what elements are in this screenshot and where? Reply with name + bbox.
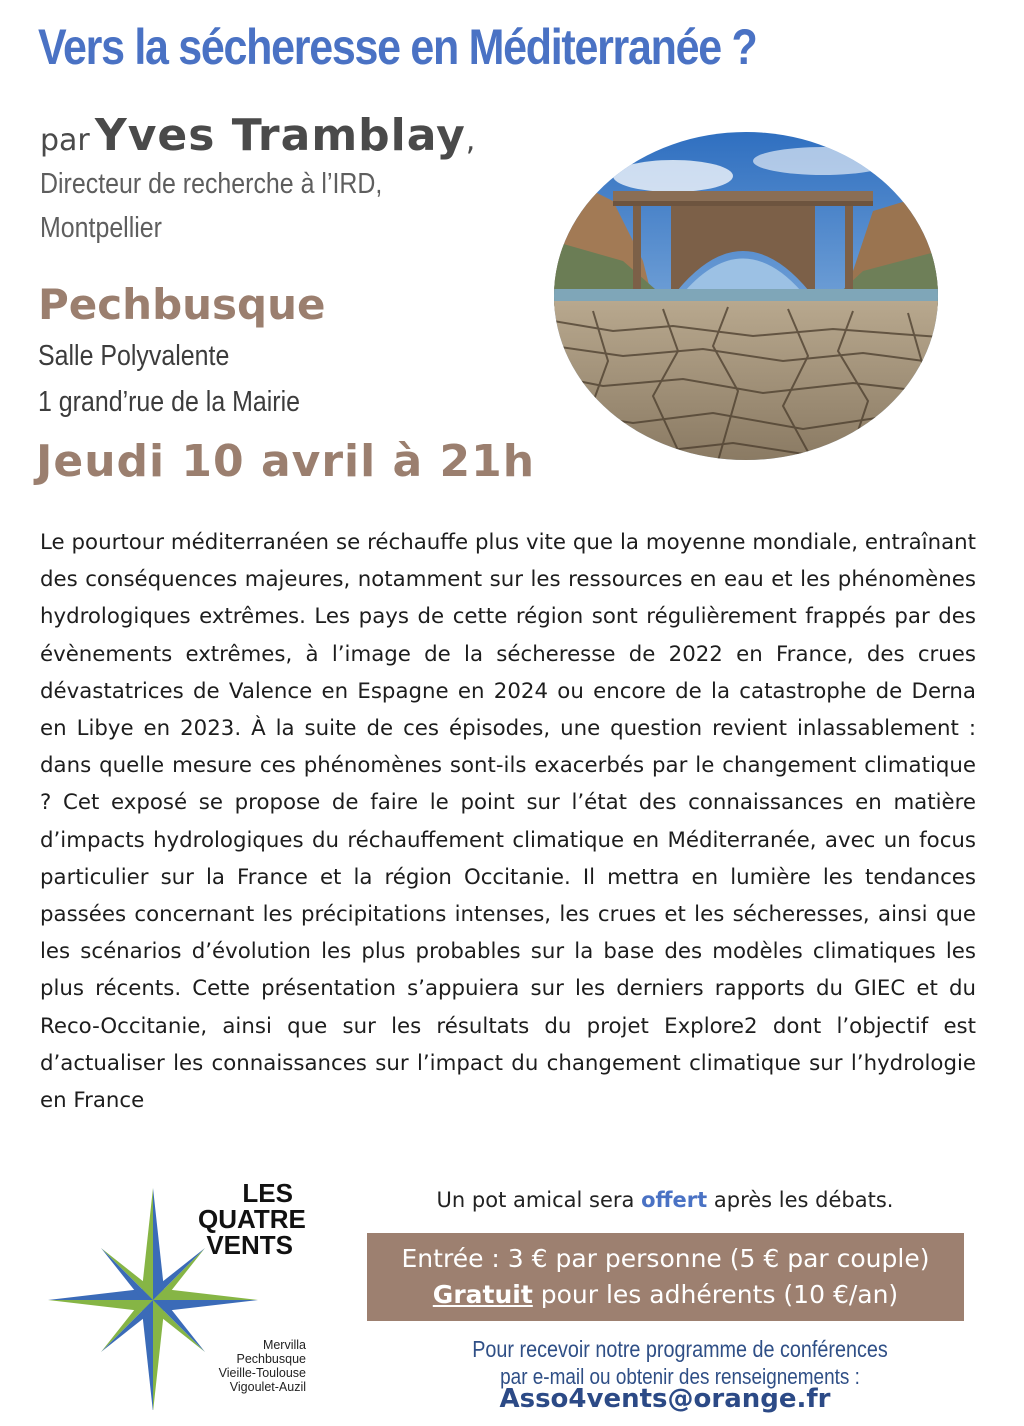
entry-price-box [367,1233,964,1321]
pot-highlight: offert [641,1188,708,1212]
entry-free-label: Gratuit [432,1280,533,1309]
speaker-line [40,110,475,161]
contact-email-link[interactable]: Asso4vents@orange.fr [499,1384,831,1414]
venue-hall: Salle Polyvalente [38,340,230,372]
speaker-suffix: , [465,123,476,158]
speaker-location: Montpellier [40,212,162,244]
logo-brand-line: VENTS [206,1230,293,1260]
logo-town: Vigoulet-Auzil [229,1380,306,1394]
venue-address: 1 grand’rue de la Mairie [38,386,301,418]
speaker-prefix: par [40,123,90,158]
poster-title: Vers la sécheresse en Méditerranée ? [38,19,757,75]
logo-town: Mervilla [262,1338,306,1352]
logo-brand-line: QUATRE [198,1204,306,1234]
pot-after: après les débats. [713,1188,894,1212]
speaker-role: Directeur de recherche à l’IRD, [40,168,383,200]
entry-price-line: Entrée : 3 € par personne (5 € par couple) [401,1244,930,1273]
drought-bridge-photo [553,131,939,461]
pot-notice [380,1188,950,1212]
contact-line-1: Pour recevoir notre programme de conférences [472,1336,888,1362]
description-paragraph: Le pourtour méditerranéen se réchauffe plus vite que la moyenne mondiale, entraînant des conséquences majeures, notamment sur les ressources en eau et les phénomènes hydrologiques extrêmes. Les pays de cette région sont régulièrement frappés par des évènements extrêmes, à l’image de la sécheresse de 2022 en France, des crues dévastatrices de Valence en Espagne en 2024 ou encore de la catastrophe de Derna en Libye en 2023. À la suite de ces épisodes, une question revient inlassablement : dans quelle mesure ces phénomènes sont-ils exacerbés par le changement climatique ? Cet exposé se propose de faire le point sur l’état des connaissances en matière d’impacts hydrologiques du réchauffement climatique en Méditerranée, avec un focus particulier sur la France et la région Occitanie. Il mettra en lumière les tendances passées concernant les précipitations intenses, les crues et les sécheresses, ainsi que les scénarios d’évolution les plus probables sur la base des modèles climatiques les plus récents. Cette présentation s’appuiera sur les derniers rapports du GIEC et du Reco-Occitanie, ainsi que sur les résultats du projet Explore2 dont l’objectif est d’actualiser les connaissances sur l’impact du changement climatique sur l’hydrologie en France [40,530,976,1114]
speaker-name: Yves Tramblay [94,110,466,161]
contact-line-2: par e-mail ou obtenir des renseignements : [500,1364,860,1389]
logo-brand-line: LES [242,1178,293,1208]
entry-free-detail: pour les adhérents (10 €/an) [540,1280,899,1309]
logo-towns [188,1338,306,1394]
logo-town: Pechbusque [236,1352,306,1366]
les-quatre-vents-logo [48,1180,318,1410]
logo-brand [198,1178,306,1260]
pot-before: Un pot amical sera [436,1188,635,1212]
venue-city: Pechbusque [38,280,326,329]
entry-free-line [367,1277,964,1313]
logo-town: Vieille-Toulouse [218,1366,306,1380]
event-date: Jeudi 10 avril à 21h [36,436,536,487]
